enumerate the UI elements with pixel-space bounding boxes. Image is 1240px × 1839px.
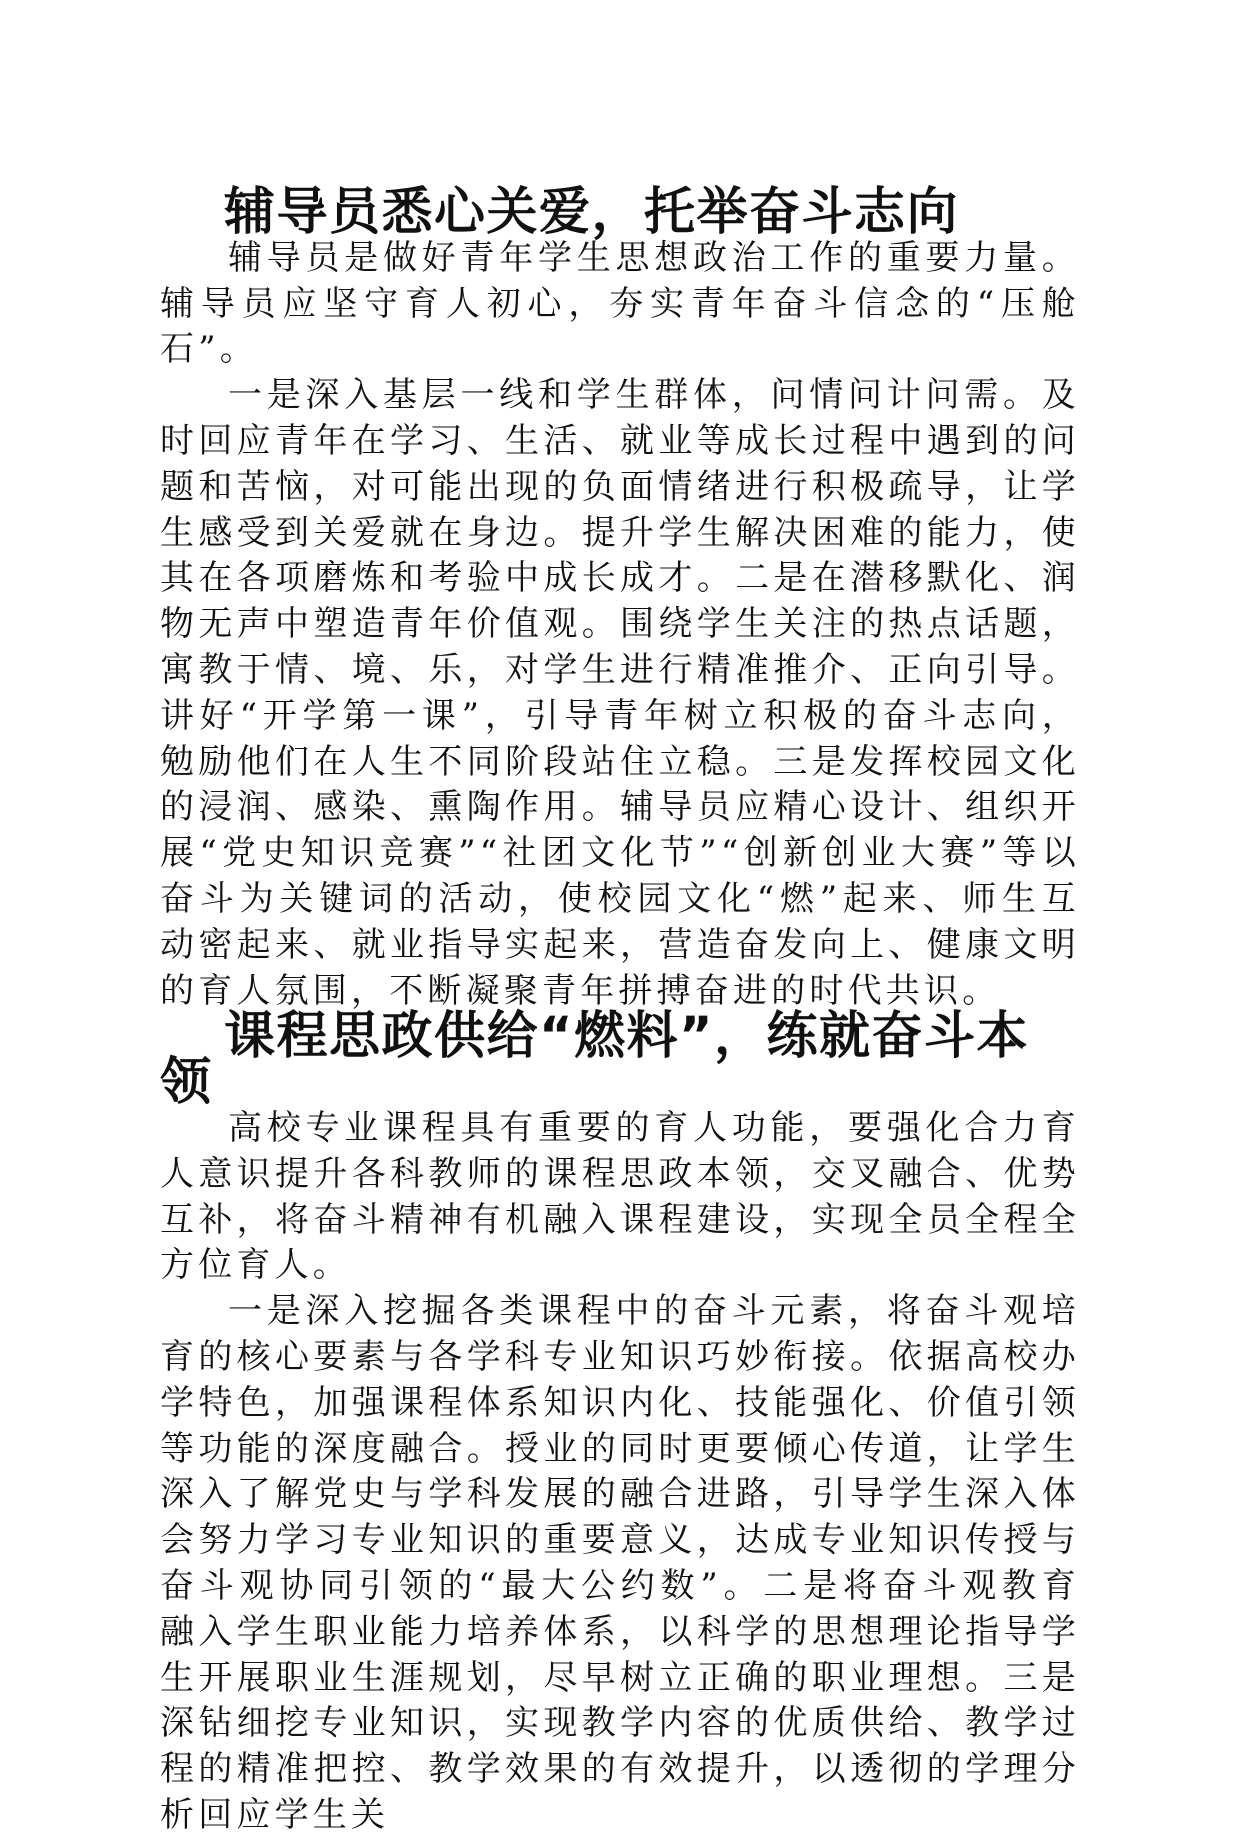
paragraph-curriculum-measures: 一是深入挖掘各类课程中的奋斗元素，将奋斗观培育的核心要素与各学科专业知识巧妙衔接。依据高校办学特色，加强课程体系知识内化、技能强化、价值引领等功能的深度融合。授业的同时更要倾心传道，让学生深入了解党史与学科发展的融合进路，引导学生深入体会努力学习专业知识的重要意义，达成专业知识传授与奋斗观协同引领的“最大公约数”。二是将奋斗观教育融入学生职业能力培养体系，以科学的思想理论指导学生开展职业生涯规划，尽早树立正确的职业理想。三是深钻细挖专业知识，实现教学内容的优质供给、教学过程的精准把控、教学效果的有效提升，以透彻的学理分析回应学生关 [160, 1291, 1080, 1835]
section-heading-curriculum: 课程思政供给“燃料”，练就奋斗本领 [160, 1007, 1030, 1113]
paragraph-counselor-intro: 辅导员是做好青年学生思想政治工作的重要力量。辅导员应坚守育人初心，夯实青年奋斗信念的“压舱石”。 [160, 237, 1080, 370]
paragraph-counselor-measures: 一是深入基层一线和学生群体，问情问计问需。及时回应青年在学习、生活、就业等成长过程中遇到的问题和苦恼，对可能出现的负面情绪进行积极疏导，让学生感受到关爱就在身边。提升学生解决困难的能力，使其在各项磨炼和考验中成长成才。二是在潜移默化、润物无声中塑造青年价值观。围绕学生关注的热点话题，寓教于情、境、乐，对学生进行精准推介、正向引导。讲好“开学第一课”，引导青年树立积极的奋斗志向，勉励他们在人生不同阶段站住立稳。三是发挥校园文化的浸润、感染、熏陶作用。辅导员应精心设计、组织开展“党史知识竞赛”“社团文化节”“创新创业大赛”等以奋斗为关键词的活动，使校园文化“燃”起来、师生互动密起来、就业指导实起来，营造奋发向上、健康文明的育人氛围，不断凝聚青年拼搏奋进的时代共识。 [160, 375, 1080, 1011]
section-heading-counselor: 辅导员悉心关爱，托举奋斗志向 [224, 183, 960, 242]
article-body [160, 183, 1080, 1839]
paragraph-curriculum-intro: 高校专业课程具有重要的育人功能，要强化合力育人意识提升各科教师的课程思政本领，交叉融合、优势互补，将奋斗精神有机融入课程建设，实现全员全程全方位育人。 [160, 1107, 1080, 1286]
